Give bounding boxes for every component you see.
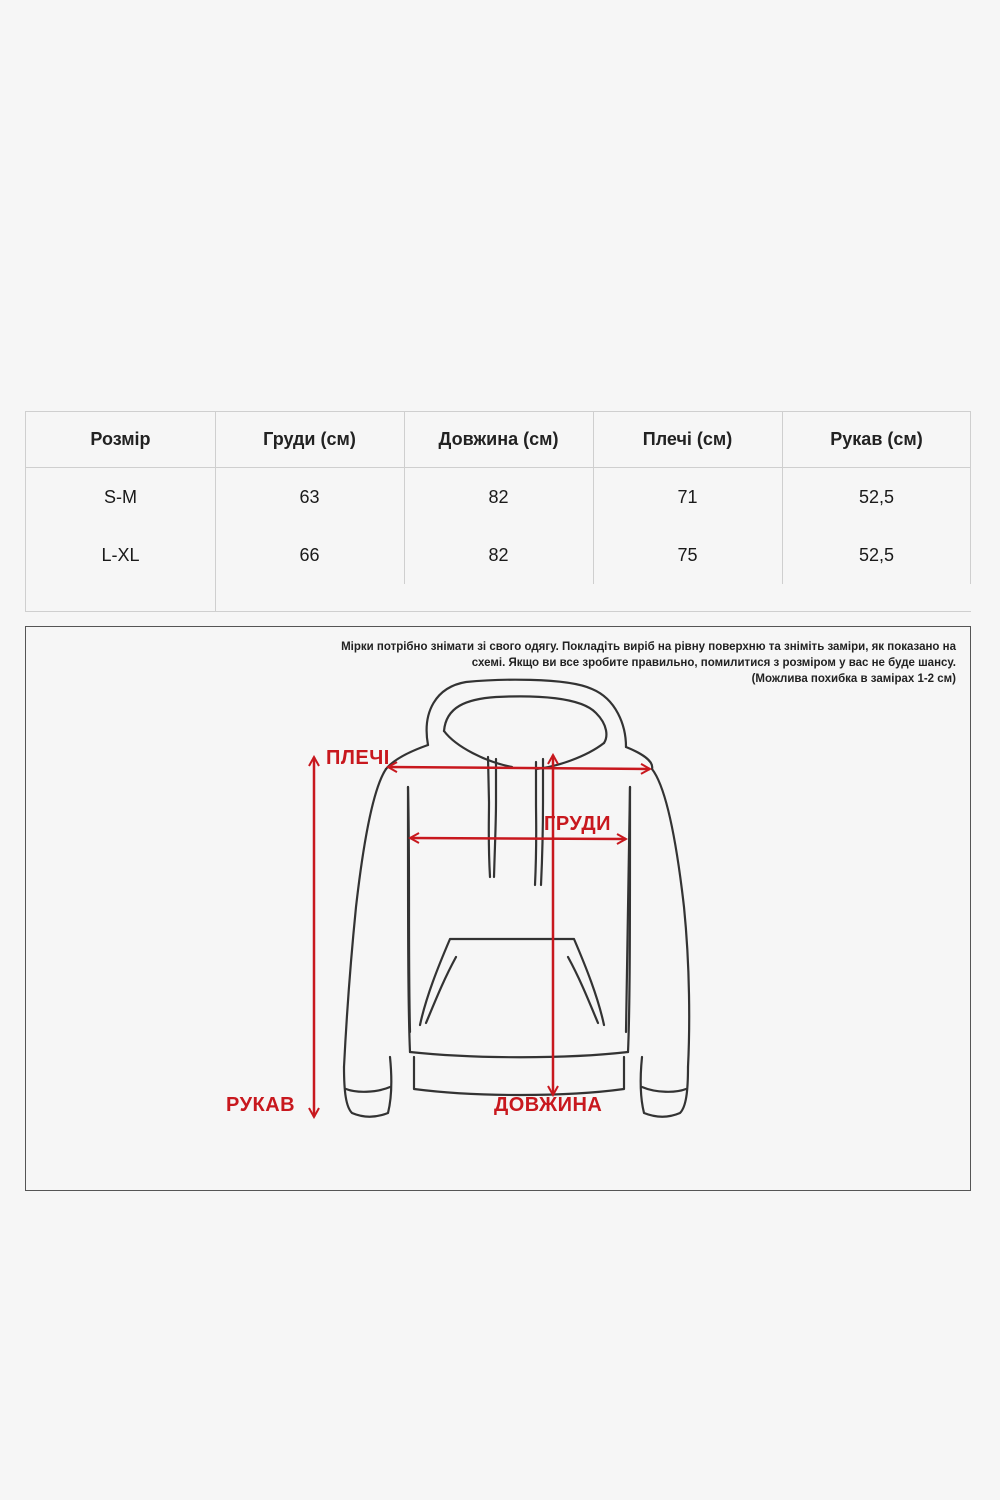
measurement-arrows <box>314 755 650 1117</box>
chest-arrow <box>410 838 626 839</box>
table-cell: L-XL <box>101 544 140 565</box>
table-cell: 75 <box>677 544 698 565</box>
column-divider <box>593 412 594 584</box>
measurement-diagram <box>25 626 971 1191</box>
table-row <box>26 468 971 526</box>
table-cell: 82 <box>488 544 509 565</box>
table-cell: 82 <box>488 486 509 507</box>
length-label: ДОВЖИНА <box>494 1094 603 1116</box>
shoulders-arrow <box>388 767 650 769</box>
hoodie-outline <box>344 680 689 1117</box>
instruction-line: (Можлива похибка в замірах 1-2 см) <box>751 673 956 685</box>
table-cell: 52,5 <box>858 544 895 565</box>
column-divider <box>970 412 971 584</box>
table-header-row <box>26 412 971 468</box>
table-cell: 63 <box>299 486 320 507</box>
sleeve-label: РУКАВ <box>226 1094 296 1116</box>
instruction-line: Мірки потрібно знімати зі свого одягу. Покладіть виріб на рівну поверхню та зніміть заміри, як показано на <box>341 641 956 653</box>
header-cell-chest: Груди (см) <box>263 429 356 449</box>
column-divider <box>782 412 783 584</box>
instruction-line: схемі. Якщо ви все зробите правильно, помилитися з розміром у вас не буде шансу. <box>471 657 956 669</box>
table-row <box>26 526 971 584</box>
table-cell: S-M <box>104 486 137 507</box>
table-cell: 71 <box>677 486 698 507</box>
table-cell: 66 <box>299 544 320 565</box>
shoulders-label: ПЛЕЧІ <box>326 747 390 769</box>
size-table <box>25 411 971 612</box>
column-divider <box>215 412 216 612</box>
header-cell-sleeve: Рукав (см) <box>830 429 923 449</box>
header-cell-shoulders: Плечі (см) <box>642 429 733 449</box>
header-cell-length: Довжина (см) <box>438 429 559 449</box>
column-divider <box>404 412 405 584</box>
header-cell-size: Розмір <box>90 429 151 449</box>
table-cell: 52,5 <box>858 486 895 507</box>
chest-label: ГРУДИ <box>544 813 611 835</box>
